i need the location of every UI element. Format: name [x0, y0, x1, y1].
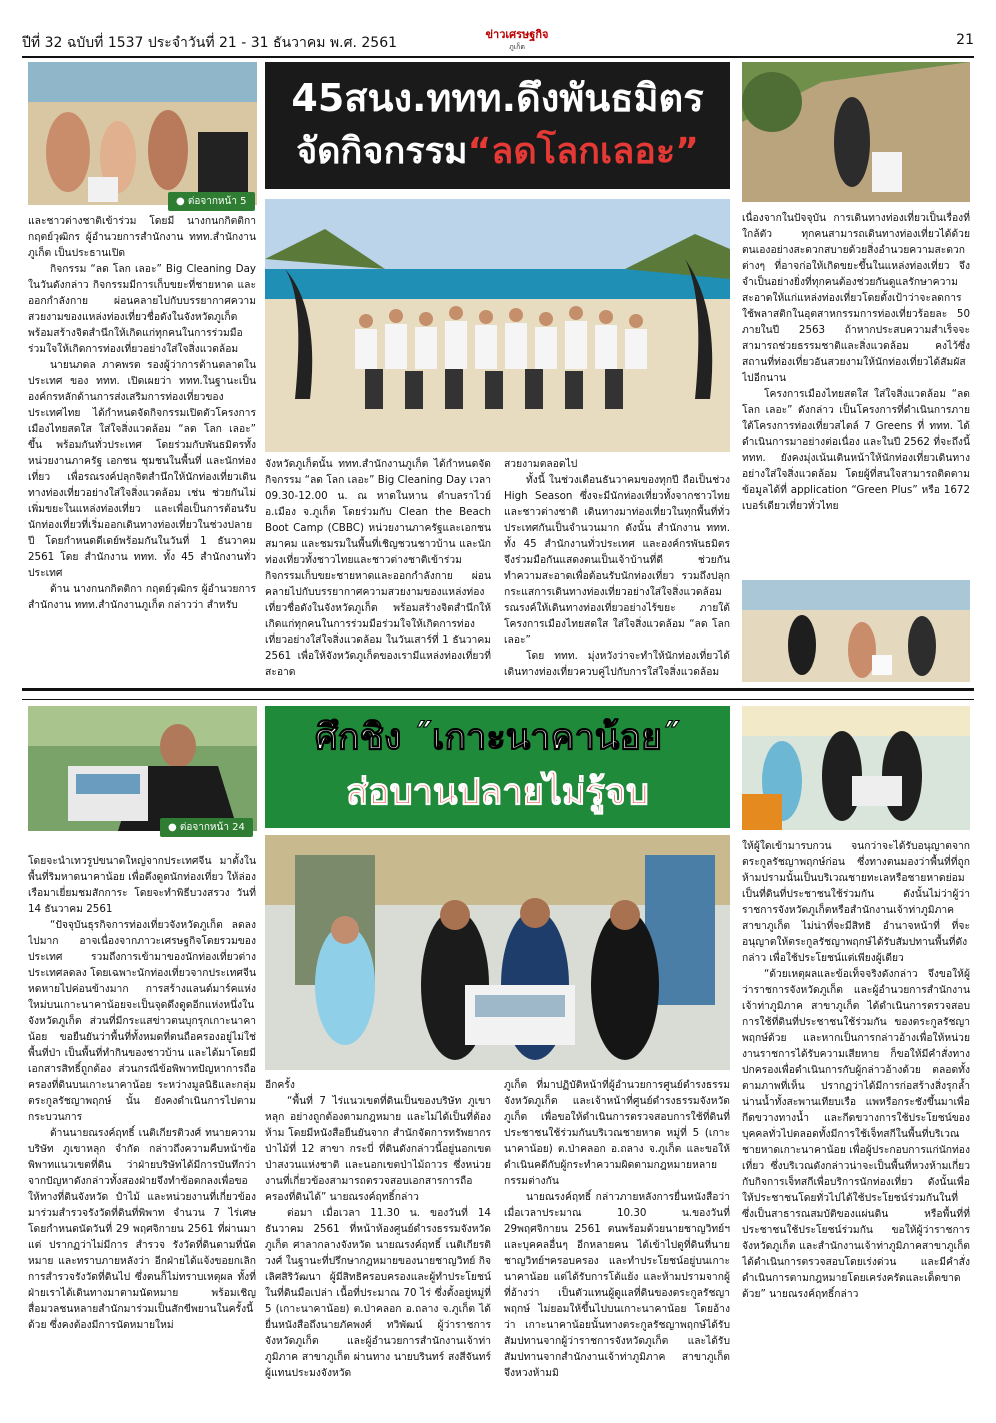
photo-group-beach	[265, 199, 730, 452]
paragraph: ด้านนายณรงค์ฤทธิ์ เนติเกียรติวงศ์ ทนายความบริษัท ภูเขาหลุก จำกัด กล่าวถึงความคืบหน้าข้อพิพาทแนวเขตที่ดิน ว่าฝ่ายบริษัทได้มีการบันทึกว่า จากปัญหาดังกล่าวทั้งสองฝ่ายจึงทำข้อตกลงเพื่อขอให้ทางที่ดินจังหวัด ปำไม้ และหน่วยงานที่เกี่ยวข้องมาร่วมสำรวจรังวัดที่ดินที่พิพาท จำนวน 7 ไร่เศษ โดยกำหนดนัดวันที่ 29 พฤศจิกายน 2561 ที่ผ่านมาแต่ ปรากฏว่าไม่มีการ สำรวจ รังวัดที่ดินตามที่นัดหมาย และทราบภายหลังว่า อีกฝ่ายได้แจ้งขอยกเลิกการสำรวจรังวัดที่ดินไป ซึ่งตนก็ไม่ทราบเหตุผล ทั้งที่ฝ่ายเราได้เดินทางมาตามนัดหมาย พร้อมเชิญสื่อมวลชนหลายสำนักมาร่วมเป็นสักขีพยานในครั้งนี้ด้วย ซึ่งคงต้องมีการนัดหมายใหม่	[28, 1127, 256, 1331]
paragraph: นายนภดล ภาคพรต รองผู้ว่าการด้านตลาดในประเทศ ของ ททท. เปิดเผยว่า ททท.ในฐานะเป็นองค์กรหลักด้านการส่งเสริมการท่องเที่ยวของประเทศไทย ได้กำหนดจัดกิจกรรมเปิดตัวโครงการเมืองไทยสดใส ใส่ใจสิ่งแวดล้อม “ลด โลก เลอะ” ขึ้น พร้อมกันทั่วประเทศ โดยร่วมกับพันธมิตรทั้งหน่วยงานภาครัฐ เอกชน ชุมชนในพื้นที่ และนักท่องเที่ยว เพื่อรณรงค์ปลุกจิตสำนึกให้นักท่องเที่ยวเดินทางท่องเที่ยวอย่างใส่ใจสิ่งแวดล้อม เช่น ช่วยกันไม่เพิ่มขยะในแหล่งท่องเที่ยว และเพื่อเป็นการต้อนรับนักท่องเที่ยวที่เริ่มออกเดินทางท่องเที่ยวในช่วงปลายปี โดยกำหนดดีเดย์พร้อมกันในวันที่ 1 ธันวาคม 2561 โดย สำนักงาน ททท. ทั้ง 45 สำนักงานทั่วประเทศ	[28, 359, 256, 579]
headline-line1: 45สนง.ททท.ดึงพันธมิตร	[291, 76, 704, 120]
issue-line: ปีที่ 32 ฉบับที่ 1537 ประจำวันที่ 21 - 31 ธันวาคม พ.ศ. 2561	[22, 35, 398, 51]
paragraph: โครงการเมืองไทยสดใส ใส่ใจสิ่งแวดล้อม “ลด โลก เลอะ” ดังกล่าว เป็นโครงการที่ดำเนินการภายใต้โครงการท่องเที่ยวสไตล์ 7 Greens ที่ ททท. ได้ดำเนินการมาอย่างต่อเนื่อง และในปี 2562 ที่จะถึงนี้ ททท. ยังคงมุ่งเน้นเดินหน้าให้นักท่องเที่ยวเดินทางอย่างใส่ใจสิ่งแวดล้อม โดยผู้ที่สนใจสามารถติดตามข้อมูลได้ที่ application “Green Plus” หรือ 1672 เบอร์เดียวเที่ยวทั่วไทย	[742, 388, 970, 512]
paragraph: ให้ผู้ใดเข้ามารบกวน จนกว่าจะได้รับอนุญาตจากตระกูลรัชญาพฤกษ์ก่อน ซึ่งทางตนมองว่าพื้นที่ที่ถูกห้ามปรามนั้นเป็นบริเวณชายทะเลหรือชายหาดย่อมเป็นที่ดินที่ประชาชนใช้ร่วมกัน ดังนั้นไม่ว่าผู้ว่าราชการจังหวัดภูเก็ตหรือสำนักงานเจ้าท่าภูมิภาค สาขาภูเก็ต ไม่น่าที่จะมีสิทธิ อำนาจหน้าที่ ที่จะอนุญาตให้ตระกูลรัชญาพฤกษ์ได้รับสัมปทานพื้นที่ดังกล่าว เพื่อใช้ประโยชน์แต่เพียงผู้เดียว	[742, 840, 970, 964]
headline-story1	[265, 62, 730, 189]
photo-lawyer-documents	[28, 706, 257, 831]
paragraph: โดยจะนำเทวรูปขนาดใหญ่จากประเทศจีน มาตั้งในพื้นที่ริมหาดนาคาน้อย เพื่อดึงดูดนักท่องเที่ยว ให้ล่องเรือมาเยี่ยมชมสักการะ โดยจะทำพิธีบวงสรวง วันที่ 14 ธันวาคม 2561	[28, 855, 256, 915]
paragraph: สวยงามตลอดไป	[504, 458, 578, 470]
continued-label: ต่อจากหน้า 24	[179, 822, 245, 833]
photo-petition-handover	[265, 835, 730, 1070]
paragraph: ต่อมา เมื่อเวลา 11.30 น. ของวันที่ 14 ธันวาคม 2561 ที่หน้าห้องศูนย์ดำรงธรรมจังหวัดภูเก็ต ศาลากลางจังหวัด นายณรงค์ฤทธิ์ เนติเกียรติวงศ์ ในฐานะที่ปรึกษากฎหมายของนายชาญวิทย์ กิจเลิศสิริวัฒนา ผู้มีสิทธิครอบครองและผู้ทำประโยชน์ในที่ดินมือเปล่า เนื้อที่ประมาณ 70 ไร่ ซึ่งตั้งอยู่หมู่ที่ 5 (เกาะนาคาน้อย) ต.ป่าคลอก อ.ถลาง จ.ภูเก็ต ได้ยื่นหนังสือถึงนายภัคพงศ์ ทวิพัฒน์ ผู้ว่าราชการจังหวัดภูเก็ต และผู้อำนวยการสำนักงานเจ้าท่าภูมิภาค สาขาภูเก็ต ผ่านทาง นายบรินทร์ สงสีจันทร์ ผู้แทนประมงจังหวัด	[265, 1207, 491, 1379]
story1-column-3	[504, 456, 730, 686]
page-number: 21	[956, 32, 974, 48]
paragraph: ด้าน นางกนกกิตติกา กฤตย์วุฒิกร ผู้อำนวยการสำนักงาน ททท.สำนักงานภูเก็ต กล่าวว่า สำหรับ	[28, 583, 256, 611]
paragraph: อีกครั้ง	[265, 1079, 295, 1091]
headline-line2-b: “ลดโลกเลอะ”	[467, 131, 699, 172]
photo-beach-volunteers	[742, 580, 970, 682]
paragraph: เนื่องจากในปัจจุบัน การเดินทางท่องเที่ยวเป็นเรื่องที่ใกล้ตัว ทุกคนสามารถเดินทางท่องเที่ยวได้ด้วยตนเองอย่างสะดวกสบายด้วยสิ่งอำนวยความสะดวกต่างๆ ที่อาจก่อให้เกิดขยะขึ้นในแหล่งท่องเที่ยว จึงจำเป็นอย่างยิ่งที่ทุกคนต้องช่วยกันดูแลรักษาความสะอาดให้แก่แหล่งท่องเที่ยวโดยตั้งเป้าว่าจะลดการใช้พลาสติกในอุตสาหกรรมการท่องเที่ยวร้อยละ 50 ภายในปี 2563 ถ้าหากประสบความสำเร็จจะสามารถช่วยธรรมชาติและสิ่งแวดล้อม คงไว้ซึ่งสถานที่ท่องเที่ยวอันสวยงามให้นักท่องเที่ยวได้สัมผัสไปอีกนาน	[742, 212, 970, 384]
story1-column-4	[742, 210, 970, 578]
paragraph: นายณรงค์ฤทธิ์ กล่าวภายหลังการยื่นหนังสือว่า เมื่อเวลาประมาณ 10.30 น.ของวันที่ 29พฤศจิกายน 2561 ตนพร้อมด้วยนายชาญวิทย์ฯ และบุคคลอื่นๆ อีกหลายคน ได้เข้าไปดูที่ดินที่นายชาญวิทย์ฯครอบครอง และทำประโยชน์อยู่บนเกาะนาคาน้อย แต่ได้รับการโต้แย้ง และห้ามปรามจากผู้ที่อ้างว่า เป็นตัวแทนผู้ดูแลที่ดินของตระกูลรัชญาพฤกษ์ ไม่ยอมให้ขึ้นไปบนเกาะนาคาน้อย โดยอ้างว่า เกาะนาคาน้อยนั้นทางตระกูลรัชญาพฤกษ์ได้รับสัมปทานจากผู้ว่าราชการจังหวัดภูเก็ต และได้รับสัมปทานจากสำนักงานเจ้าท่าภูมิภาค สาขาภูเก็ต จึงหวงห้ามมิ	[504, 1191, 730, 1379]
photo-hillside-cleanup	[742, 62, 970, 202]
continued-from-page-5: ● ต่อจากหน้า 5	[168, 192, 255, 211]
continued-label: ต่อจากหน้า 5	[187, 196, 247, 207]
headline-story2	[265, 706, 730, 828]
story2-column-3	[504, 1077, 730, 1423]
section-separator	[22, 688, 974, 700]
continued-from-page-24: ● ต่อจากหน้า 24	[160, 818, 253, 837]
paragraph: โดย ททท. มุ่งหวังว่าจะทำให้นักท่องเที่ยวได้เดินทางท่องเที่ยวควบคู่ไปกับการใส่ใจสิ่งแวดล้อม	[504, 650, 730, 678]
logo-text: ข่าวเศรษฐกิจ	[485, 28, 549, 41]
story1-column-1	[28, 213, 256, 685]
paragraph: “ปัจจุบันธุรกิจการท่องเที่ยวจังหวัดภูเก็ต ลดลงไปมาก อาจเนื่องจากภาวะเศรษฐกิจโดยรวมของประเทศ รวมถึงการเข้ามาของนักท่องเที่ยวต่างประเทศลดลง โดยเฉพาะนักท่องเที่ยวจากประเทศจีนหดหายไปค่อนข้างมาก การสร้างแลนด์มาร์คแห่งใหม่บนเกาะนาคาน้อยจะเป็นจุดดึงดูดอีกแห่งหนึ่งในจังหวัดภูเก็ต ส่วนที่มีกระแสข่าวตนบุกรุกเกาะนาคาน้อย ขอยืนยันว่าพื้นที่ทั้งหมดที่ตนถือครองอยู่ไม่ใช่พื้นที่ป่า เป็นพื้นที่ทำกินของชาวบ้าน และได้มาโดยมีเอกสารสิทธิ์ถูกต้อง ส่วนกรณีข้อพิพาทปัญหาการถือครองที่ดินบนเกาะนาคาน้อย ระหว่างมูลนิธิและกลุ่มตระกูลรัชญาพฤกษ์ นั้น ยังคงดำเนินการไปตามกระบวนการ	[28, 919, 256, 1123]
paragraph: จังหวัดภูเก็ตนั้น ททท.สำนักงานภูเก็ต ได้กำหนดจัดกิจกรรม “ลด โลก เลอะ” Big Cleaning Day เวลา 09.30-12.00 น. ณ หาดในหาน ตำบลราไวย์ อ.เมือง จ.ภูเก็ต โดยร่วมกับ Clean the Beach Boot Camp (CBBC) หน่วยงานภาครัฐและเอกชน สมาคม และชมรมในพื้นที่เชิญชวนชาวบ้าน และนักท่องเที่ยวทั้งชาวไทยและชาวต่างชาติเข้าร่วมกิจกรรมเก็บขยะชายหาดและออกกำลังกาย ผ่อนคลายไปกับบรรยากาศความสวยงามของแหล่งท่องเที่ยวชื่อดังในจังหวัดภูเก็ต พร้อมสร้างจิตสำนึกให้เกิดแก่ทุกคนในการร่วมมือร่วมใจให้เกิดการท่องเที่ยวอย่างใส่ใจสิ่งแวดล้อม ในวันเสาร์ที่ 1 ธันวาคม 2561 เพื่อให้จังหวัดภูเก็ตของเรามีแหล่งท่องเที่ยวที่สะอาด	[265, 458, 491, 678]
paragraph: ทั้งนี้ ในช่วงเดือนธันวาคมของทุกปี ถือเป็นช่วง High Season ซึ่งจะมีนักท่องเที่ยวทั้งจากชาวไทยและชาวต่างชาติ เดินทางมาท่องเที่ยวในทุกพื้นที่ทั่วประเทศกันเป็นจำนวนมาก ดังนั้น สำนักงาน ททท. ทั้ง 45 สำนักงานทั่วประเทศ และองค์กรพันธมิตร จึงร่วมมือกันแสดงตนเป็นเจ้าบ้านที่ดี ช่วยกันทำความสะอาดเพื่อต้อนรับนักท่องเที่ยว รวมถึงปลุกกระแสการเดินทางท่องเที่ยวอย่างใส่ใจสิ่งแวดล้อม รณรงค์ให้เดินทางท่องเที่ยวอย่างไร้ขยะ ภายใต้โครงการเมืองไทยสดใส ใส่ใจสิ่งแวดล้อม “ลด โลก เลอะ”	[504, 474, 730, 646]
paragraph: กิจกรรม “ลด โลก เลอะ” Big Cleaning Day ในวันดังกล่าว กิจกรรมมีการเก็บขยะที่ชายหาด และออกกำลังกาย ผ่อนคลายไปกับบรรยากาศความสวยงามของแหล่งท่องเที่ยวชื่อดังในจังหวัดภูเก็ต พร้อมสร้างจิตสำนึกให้เกิดแก่ทุกคนในการร่วมมือร่วมใจให้เกิดการท่องเที่ยวอย่างใส่ใจสิ่งแวดล้อม	[28, 263, 256, 355]
photo-document-submission	[742, 706, 970, 830]
story2-column-1	[28, 853, 256, 1423]
paragraph: ภูเก็ต ที่มาปฏิบัติหน้าที่ผู้อำนวยการศูนย์ดำรงธรรมจังหวัดภูเก็ต และเจ้าหน้าที่ศูนย์ดำรงธรรมจังหวัดภูเก็ต เพื่อขอให้ดำเนินการตรวจสอบการใช้ที่ดินที่ประชาชนใช้ร่วมกันบริเวณชายหาด หมู่ที่ 5 (เกาะนาคาน้อย) ต.ป่าคลอก อ.ถลาง จ.ภูเก็ต และขอให้ดำเนินคดีกับผู้กระทำความผิดตามกฎหมายหลายกรรมต่างกัน	[504, 1079, 730, 1187]
photo-beach-cleanup-left	[28, 62, 257, 205]
headline-line2-a: จัดกิจกรรม	[296, 131, 468, 172]
newspaper-logo	[462, 28, 572, 54]
paragraph: “ด้วยเหตุผลและข้อเท็จจริงดังกล่าว จึงขอให้ผู้ว่าราชการจังหวัดภูเก็ต และผู้อำนวยการสำนักงานเจ้าท่าภูมิภาค สาขาภูเก็ต ได้ดำเนินการตรวจสอบการใช้ที่ดินที่ประชาชนใช้ร่วมกัน ของตระกูลรัชญาพฤกษ์ด้วย และหากเป็นการกล่าวอ้างเพื่อให้หน่วยงานราชการได้รับความเสียหาย ก็ขอให้มีคำสั่งทางปกครองเพื่อดำเนินการกับผู้กล่าวอ้างด้วย ตลอดทั้งตามภาพที่เห็น ปรากฏว่าได้มีการก่อสร้างสิ่งรุกล้ำน่านน้ำทั้งสะพานเทียบเรือ แพหรือกระชังขึ้นมาเพื่อกีดขวางทางน้ำ และกีดขวางการใช้ประโยชน์ของบุคคลทั่วไปตลอดทั้งมีการใช้เจ็ทสกีในพื้นที่บริเวณชายหาดเกาะนาคาน้อย เพื่อผู้ประกอบการแก่นักท่องเที่ยว ซึ่งบริเวณดังกล่าวน่าจะเป็นพื้นที่หวงห้ามเกี่ยวกับกิจการเจ็ทสกีเพื่อบริการนักท่องเที่ยว ดังนั้นเพื่อให้ประชาชนโดยทั่วไปได้ใช้ประโยชน์ร่วมกันในที่ซึ่งเป็นสาธารณสมบัติของแผ่นดิน หรือพื้นที่ที่ประชาชนใช้ประโยชน์ร่วมกัน ขอให้ผู้ว่าราชการจังหวัดภูเก็ต และสำนักงานเจ้าท่าภูมิภาคสาขาภูเก็ต ได้ดำเนินการตรวจสอบโดยเร่งด่วน และมีคำสั่งดำเนินการตามกฎหมายโดยเคร่งครัดและเด็ดขาดด้วย” นายณรงค์ฤทธิ์กล่าว	[742, 968, 970, 1300]
headline-line1: ศึกชิง ˝เกาะนาคาน้อย˝	[314, 717, 681, 758]
story2-column-4	[742, 838, 970, 1423]
story2-column-2	[265, 1077, 491, 1423]
page-header	[22, 28, 974, 58]
story1-column-2	[265, 456, 491, 686]
paragraph: และชาวต่างชาติเข้าร่วม โดยมี นางกนกกิตติกา กฤตย์วุฒิกร ผู้อำนวยการสำนักงาน ททท.สำนักงานภูเก็ต เป็นประธานเปิด	[28, 215, 256, 259]
paragraph: “พื้นที่ 7 ไร่แนวเขตที่ดินเป็นของบริษัท ภูเขาหลุก อย่างถูกต้องตามกฎหมาย และไม่ได้เป็นที่ต้องห้าม โดยมีหนังสือยืนยันจาก สำนักจัดการทรัพยากรป่าไม้ที่ 12 สาขา กระบี่ ที่ดินดังกล่าวนี้อยู่นอกเขตป่าสงวนแห่งชาติ และนอกเขตป่าไม้ถาวร ซึ่งหน่วยงานที่เกี่ยวข้องสามารถตรวจสอบเอกสารการถือครองที่ดินได้” นายณรงค์ฤทธิ์กล่าว	[265, 1095, 491, 1203]
logo-subtext: ภูเก็ต	[509, 43, 525, 51]
headline-line2: ส่อบานปลายไม่รู้จบ	[346, 772, 649, 813]
headline-line2	[265, 126, 730, 178]
